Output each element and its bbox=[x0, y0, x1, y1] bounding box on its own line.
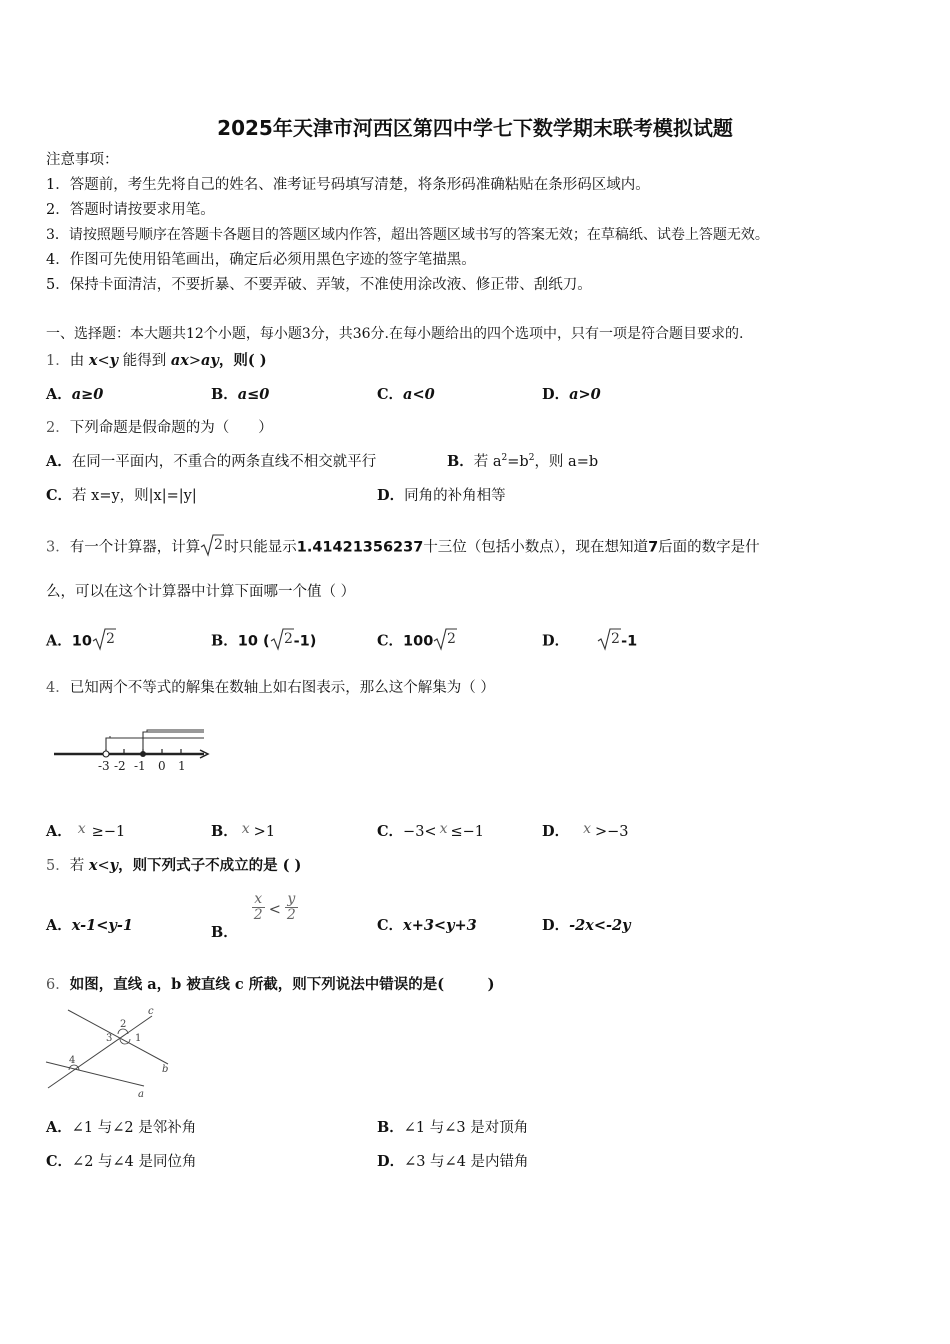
open-point bbox=[103, 751, 109, 757]
note-item-5: 5．保持卡面清洁，不要折暴、不要弄破、弄皱，不准使用涂改液、修正带、刮纸刀。 bbox=[46, 277, 592, 293]
question-2: 2．下列命题是假命题的为（ ） bbox=[46, 420, 273, 436]
q4-option-c: C．−3< x ≤−1 bbox=[377, 821, 485, 840]
q5-option-a: A．x-1<y-1 bbox=[46, 917, 133, 934]
q3-option-c: C．100 2 bbox=[377, 631, 457, 650]
notes-heading: 注意事项： bbox=[46, 152, 119, 168]
svg-text:2: 2 bbox=[283, 631, 293, 647]
q3-option-b: B．10 ( 2 -1) bbox=[211, 631, 317, 650]
q2-option-b: B．若 $a^2=b^2$，则 a=b bbox=[447, 453, 599, 470]
axis-label: -2 bbox=[114, 759, 126, 773]
axis-label: 0 bbox=[158, 759, 166, 773]
q4-option-a: A． x ≥−1 bbox=[46, 821, 126, 840]
label-a: a bbox=[138, 1089, 144, 1100]
closed-point bbox=[140, 751, 146, 757]
question-number: 1． bbox=[46, 353, 70, 369]
question-4: 4．已知两个不等式的解集在数轴上如右图表示，那么这个解集为（ ） bbox=[46, 680, 495, 696]
axis-label: 1 bbox=[178, 759, 186, 773]
q5-option-d: D．-2x<-2y bbox=[542, 917, 631, 934]
label-c: c bbox=[148, 1006, 154, 1017]
svg-text:2: 2 bbox=[611, 631, 620, 647]
question-6: 6．如图，直线 a，b 被直线 c 所截，则下列说法中错误的是( ) bbox=[46, 976, 495, 993]
q1-option-a: A．a≥0 bbox=[46, 386, 104, 403]
svg-text:2: 2 bbox=[447, 631, 457, 647]
note-item-2: 2．答题时请按要求用笔。 bbox=[46, 202, 215, 218]
line-b bbox=[68, 1010, 168, 1064]
page-title: 2025年天津市河西区第四中学七下数学期末联考模拟试题 bbox=[217, 116, 733, 140]
note-item-3: 3．请按照题号顺序在答题卡各题目的答题区域内作答，超出答题区域书写的答案无效；在草稿纸、试卷上答题无效。 bbox=[46, 227, 769, 243]
number-line-figure bbox=[50, 722, 215, 774]
q3-option-d: D． 2 -1 bbox=[542, 631, 638, 650]
line-a bbox=[46, 1062, 144, 1086]
sqrt-radicand: 2 bbox=[214, 537, 224, 553]
q6-option-c: C．∠2 与∠4 是同位角 bbox=[46, 1153, 197, 1170]
angle-label-2: 2 bbox=[120, 1019, 127, 1030]
label-b: b bbox=[162, 1064, 169, 1075]
question-3-line-2: 么，可以在这个计算器中计算下面哪一个值（ ） bbox=[46, 584, 356, 600]
question-3: 3．有一个计算器，计算 2 时只能显示1.41421356237十三位（包括小数点），现在想知道7后面的数字是什 bbox=[46, 532, 760, 563]
q1-option-b: B．a≤0 bbox=[211, 386, 270, 403]
axis-label: -3 bbox=[98, 759, 110, 773]
transversal-figure bbox=[40, 1002, 190, 1102]
section-heading: 一、选择题：本大题共12个小题，每小题3分，共36分.在每小题给出的四个选项中，只有一项是符合题目要求的. bbox=[46, 326, 744, 342]
svg-text:2: 2 bbox=[105, 631, 115, 647]
axis-label: -1 bbox=[134, 759, 146, 773]
angle-label-1: 1 bbox=[135, 1033, 142, 1044]
q5-option-c: C．x+3<y+3 bbox=[377, 917, 477, 934]
q6-option-b: B．∠1 与∠3 是对顶角 bbox=[377, 1119, 529, 1136]
solution-ray-1 bbox=[106, 738, 204, 752]
angle-label-4: 4 bbox=[69, 1055, 76, 1066]
q4-option-d: D． x >−3 bbox=[542, 821, 629, 840]
q3-option-a: A．10 2 bbox=[46, 631, 115, 650]
question-5: 5．若 x<y，则下列式子不成立的是 ( ) bbox=[46, 857, 302, 874]
fraction-y-over-2: $\frac{y}{2}$ bbox=[286, 891, 296, 924]
q1-option-d: D．a>0 bbox=[542, 386, 601, 403]
q2-option-c: C．若 x=y，则|x|=|y| bbox=[46, 487, 197, 504]
question-1: 1．由 x<y 能得到 ax>ay，则( ) bbox=[46, 352, 267, 369]
q2-option-d: D．同角的补角相等 bbox=[377, 487, 506, 504]
q6-option-a: A．∠1 与∠2 是邻补角 bbox=[46, 1119, 197, 1136]
fraction-x-over-2: $\frac{x}{2}$ bbox=[253, 891, 263, 924]
note-item-4: 4．作图可先使用铅笔画出，确定后必须用黑色字迹的签字笔描黑。 bbox=[46, 252, 476, 268]
q4-option-b: B． x >1 bbox=[211, 821, 276, 840]
sqrt-2-symbol bbox=[200, 532, 224, 563]
q6-option-d: D．∠3 与∠4 是内错角 bbox=[377, 1153, 529, 1170]
solution-ray-2 bbox=[143, 732, 204, 752]
angle-label-3: 3 bbox=[106, 1033, 113, 1044]
q5-option-b: B． $\frac{x}{2}$ < $\frac{y}{2}$ bbox=[211, 891, 296, 941]
note-item-1: 1．答题前，考生先将自己的姓名、准考证号码填写清楚，将条形码准确粘贴在条形码区域内。 bbox=[46, 177, 650, 193]
q1-option-c: C．a<0 bbox=[377, 386, 435, 403]
q2-option-a: A．在同一平面内，不重合的两条直线不相交就平行 bbox=[46, 453, 377, 470]
